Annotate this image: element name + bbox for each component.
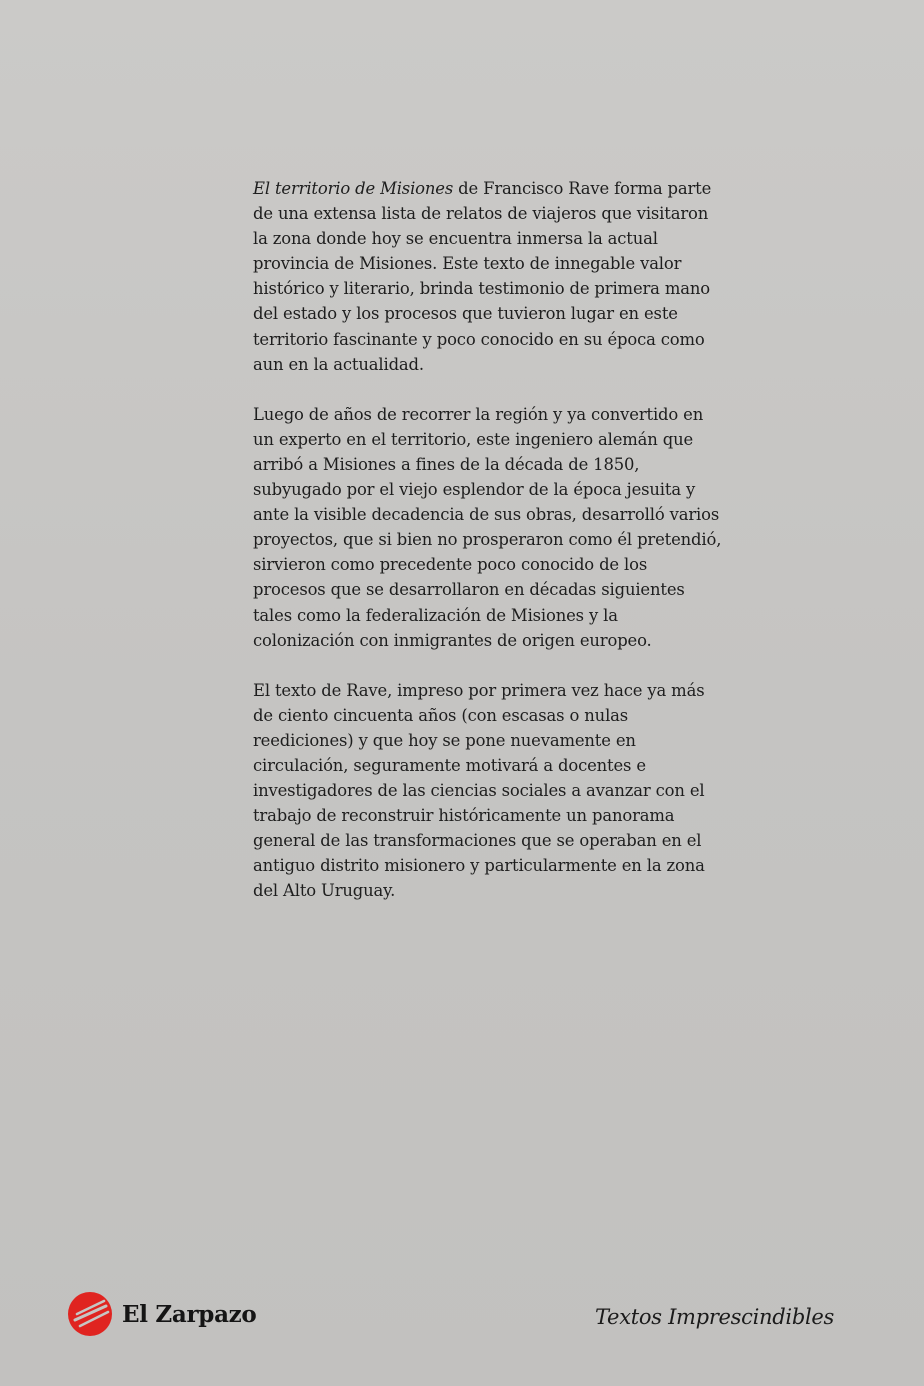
publisher-name: El Zarpazo <box>122 1300 257 1328</box>
collection-name: Textos Imprescindibles <box>594 1305 834 1329</box>
publisher-brand <box>66 1290 256 1338</box>
claw-mark-icon <box>66 1290 114 1338</box>
synopsis <box>253 176 723 929</box>
synopsis-paragraph-1 <box>253 176 723 377</box>
synopsis-paragraph-2: Luego de años de recorrer la región y ya convertido en un experto en el territorio, este ingeniero alemán que arribó a Misiones a fines de la década de 1850, subyugado por el viejo esplendor de la época jesuita y ante la visible decadencia de sus obras, desarrolló varios proyectos, que si bien no prosperaron como él pretendió, sirvieron como precedente poco conocido de los procesos que se desarrollaron en décadas siguientes tales como la federalización de Misiones y la colonización con inmigrantes de origen europeo. <box>253 404 722 650</box>
book-title: El territorio de Misiones <box>253 179 454 198</box>
synopsis-paragraph-3: El texto de Rave, impreso por primera vez hace ya más de ciento cincuenta años (con escasas o nulas reediciones) y que hoy se pone nuevamente en circulación, seguramente motivará a docentes e investigadores de las ciencias sociales a avanzar con el trabajo de reconstruir históricamente un panorama general de las transformaciones que se operaban en el antiguo distrito misionero y particularmente en la zona del Alto Uruguay. <box>253 680 705 901</box>
synopsis-paragraph-1-text: de Francisco Rave forma parte de una extensa lista de relatos de viajeros que visitaron la zona donde hoy se encuentra inmersa la actual provincia de Misiones. Este texto de innegable valor histórico y literario, brinda testimonio de primera mano del estado y los procesos que tuvieron lugar en este territorio fascinante y poco conocido en su época como aun en la actualidad. <box>253 179 712 374</box>
